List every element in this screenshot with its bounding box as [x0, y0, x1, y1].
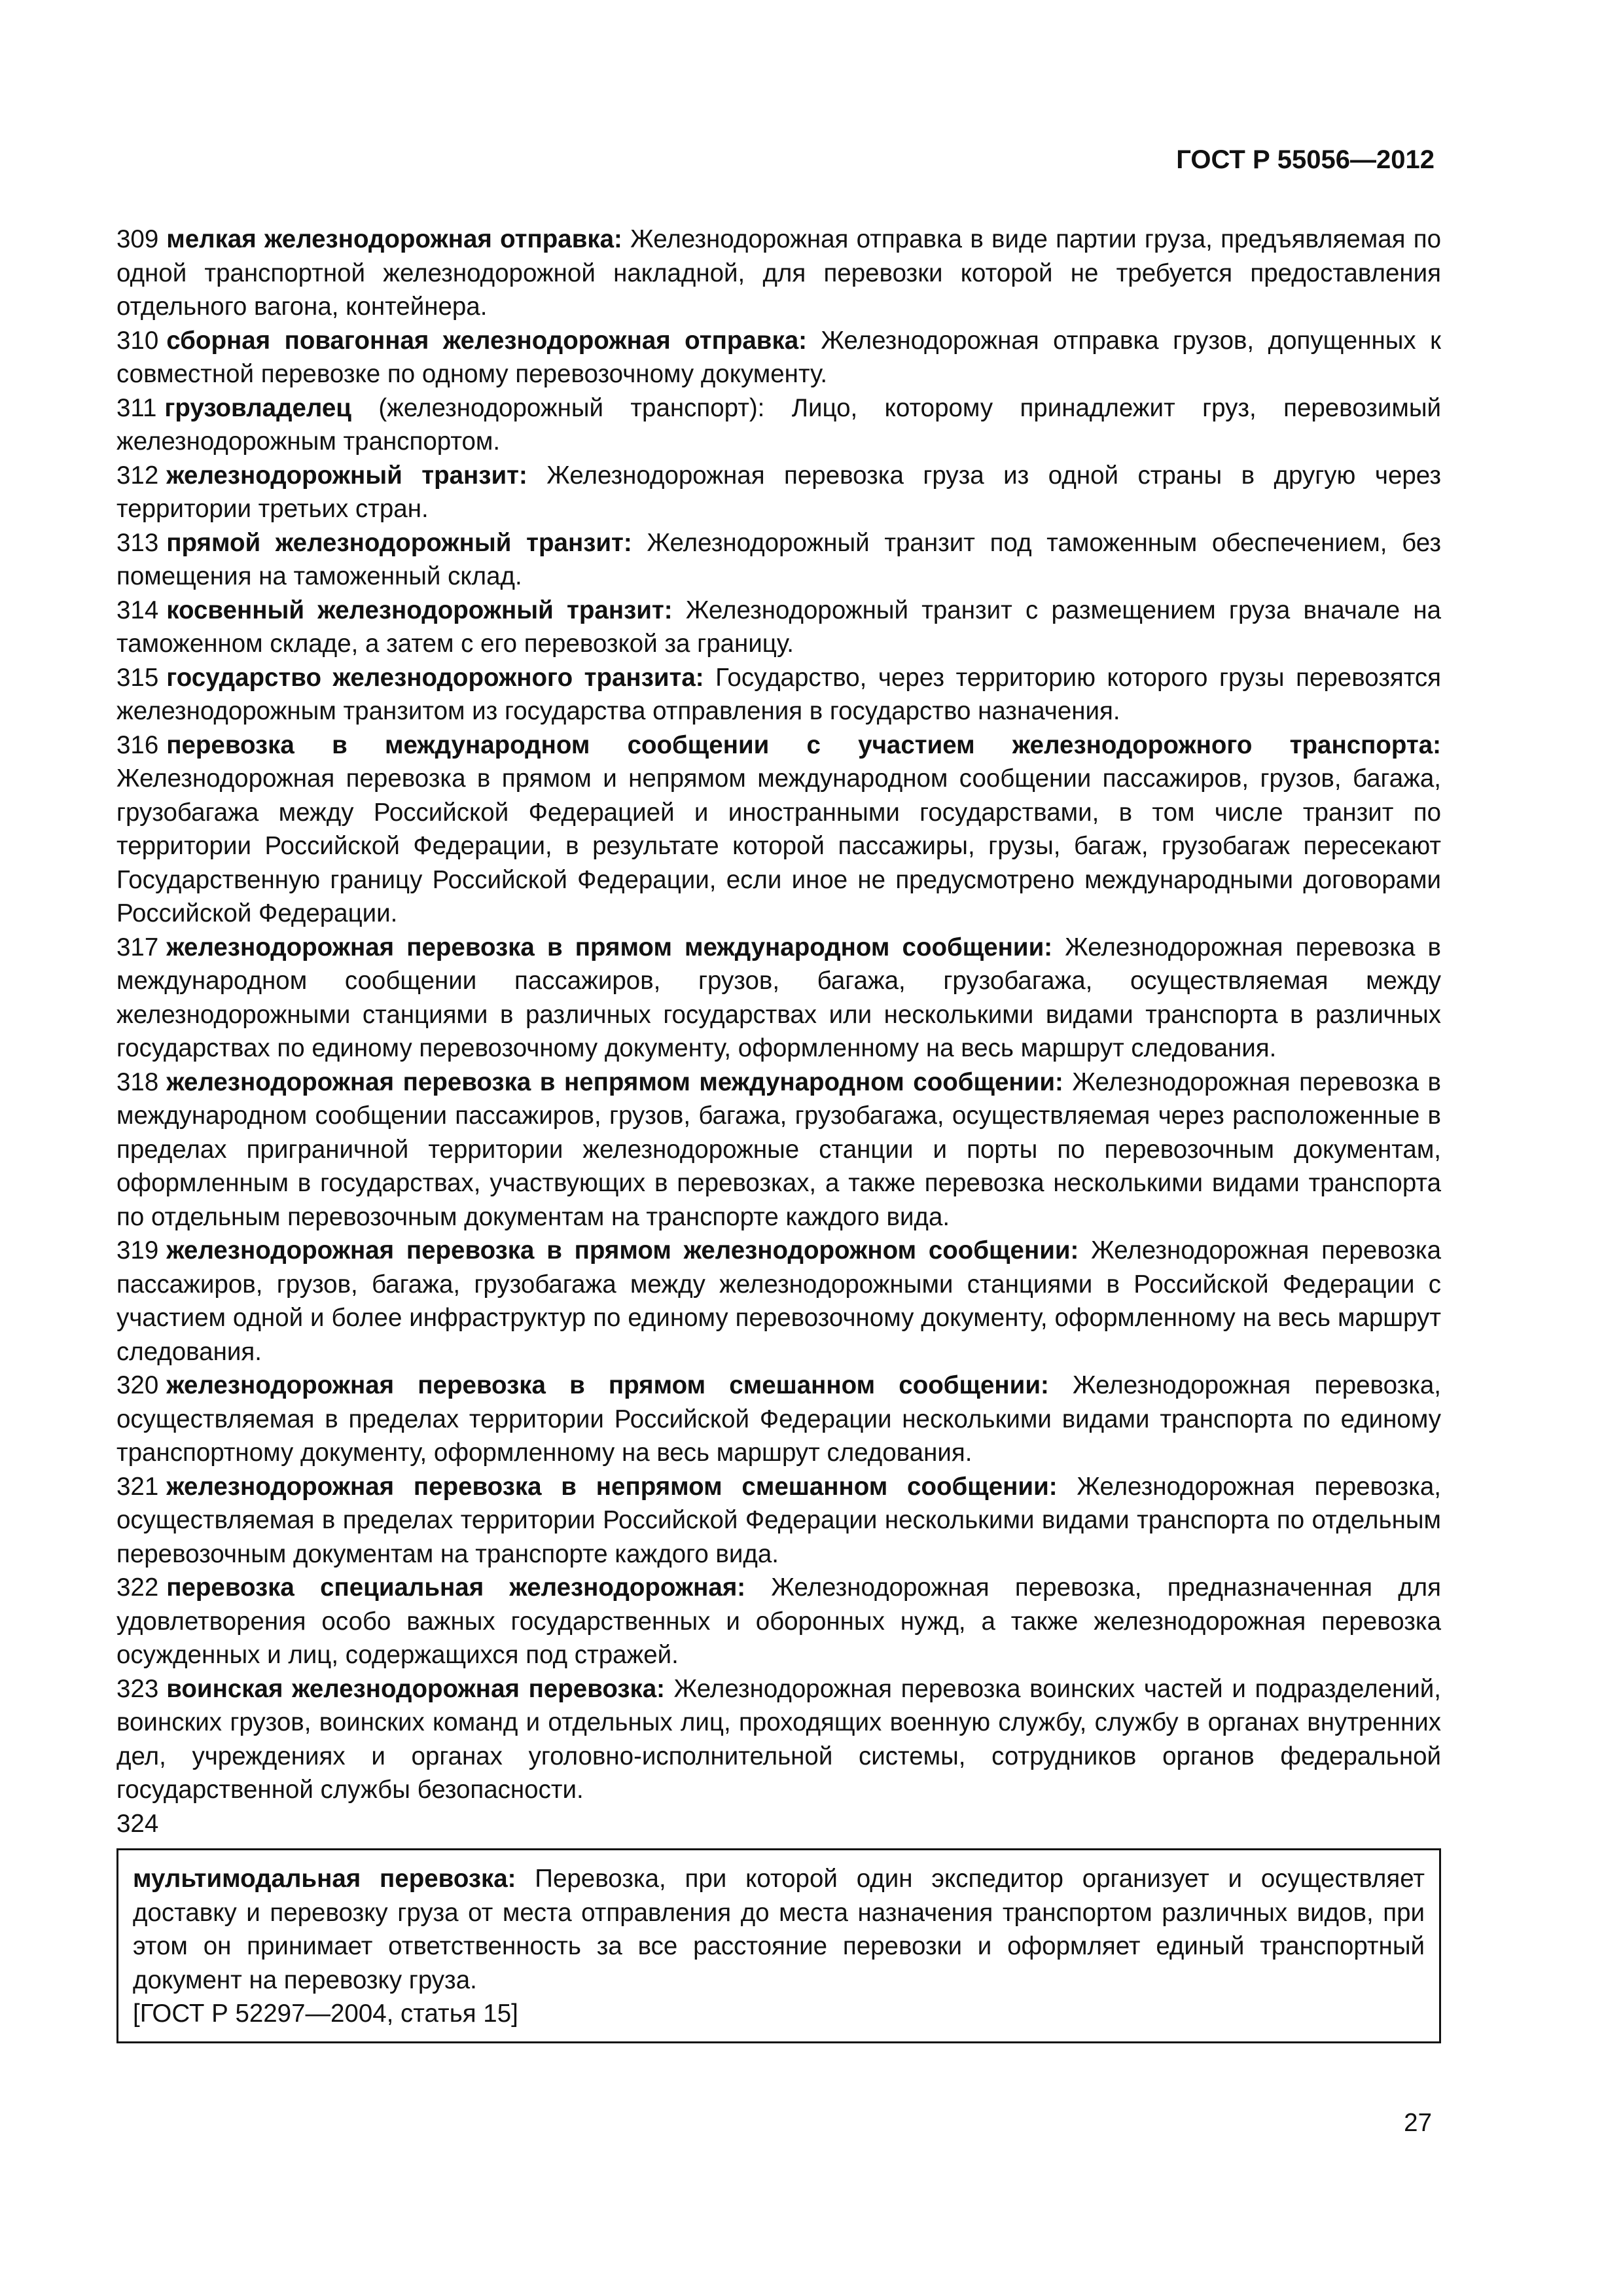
term-entry-319	[116, 1234, 1441, 1369]
entry-number: 323	[116, 1674, 159, 1703]
entry-term: железнодорожная перевозка в прямом международном сообщении:	[166, 933, 1053, 961]
entry-term: грузовладелец	[164, 393, 351, 422]
term-entry-322	[116, 1571, 1441, 1672]
term-entry-316	[116, 728, 1441, 931]
entry-term: прямой железнодорожный транзит:	[166, 528, 632, 557]
entry-term: железнодорожный транзит:	[166, 461, 527, 490]
entry-number: 318	[116, 1067, 159, 1096]
term-entry-311	[116, 391, 1441, 459]
entry-definition: Железнодорожная перевозка в прямом и непрямом международном сообщении пассажиров, грузов, багажа, грузобагажа между Российской Федерацией и иностранными государствами, в том числе транзит по территории Российской Федерации, в результате которой пассажиры, грузы, багаж, грузобагаж пересекают Государственную границу Российской Федерации, если иное не предусмотрено международными договорами Российской Федерации.	[116, 764, 1441, 927]
term-entry-323	[116, 1672, 1441, 1807]
entry-number: 321	[116, 1472, 159, 1501]
entry-number: 314	[116, 596, 159, 624]
definition-source: [ГОСТ Р 52297—2004, статья 15]	[133, 2000, 518, 2028]
entry-definition: Государство, через территорию которого грузы перевозятся железнодорожным транзитом из государства отправления в государство назначения.	[116, 663, 1441, 725]
entry-term: железнодорожная перевозка в прямом железнодорожном сообщении:	[166, 1236, 1079, 1265]
term-entry-312	[116, 459, 1441, 526]
entry-number: 315	[116, 663, 159, 692]
page-number: 27	[1404, 2109, 1432, 2137]
entry-definition: Железнодорожная перевозка в международном сообщении пассажиров, грузов, багажа, грузобагажа, осуществляемая между железнодорожными станциями в различных государствах или несколькими видами транспорта в различных государствах по единому перевозочному документу, оформленному на весь маршрут следования.	[116, 933, 1441, 1062]
entry-definition: Железнодорожный транзит под таможенным обеспечением, без помещения на таможенный склад.	[116, 528, 1441, 590]
term-entry-309	[116, 223, 1441, 324]
document-header: ГОСТ Р 55056—2012	[1176, 145, 1435, 174]
entry-term: железнодорожная перевозка в непрямом международном сообщении:	[166, 1067, 1063, 1096]
entry-term: мультимодальная перевозка:	[133, 1865, 516, 1893]
entry-definition: Железнодорожная перевозка воинских частей и подразделений, воинских грузов, воинских команд и отдельных лиц, проходящих военную службу, службу в органах внутренних дел, учреждениях и органах уголовно-исполнительной системы, сотрудников органов федеральной государственной службы безопасности.	[116, 1674, 1442, 1804]
entry-definition: Железнодорожная перевозка груза из одной страны в другую через территории третьих стран.	[116, 461, 1441, 523]
entry-term: государство железнодорожного транзита:	[166, 663, 704, 692]
term-entry-314	[116, 594, 1441, 661]
entry-definition: Железнодорожная перевозка пассажиров, грузов, багажа, грузобагажа между железнодорожными станциями в Российской Федерации с участием одной и более инфраструктур по единому перевозочному документу, оформленному на весь маршрут следования.	[116, 1236, 1441, 1366]
entry-definition: Перевозка, при которой один экспедитор организует и осуществляет доставку и перевозку груза от места отправления до места назначения транспортом различных видов, при этом он принимает ответственность за все расстояние перевозки и оформляет единый транспортный документ на перевозку груза.	[133, 1865, 1425, 1994]
entry-term: мелкая железнодорожная отправка:	[166, 225, 622, 253]
entry-number: 319	[116, 1236, 159, 1265]
entry-definition: Железнодорожная отправка грузов, допущенных к совместной перевозке по одному перевозочному документу.	[116, 326, 1441, 388]
entry-definition: Железнодорожная перевозка, осуществляемая в пределах территории Российской Федерации несколькими видами транспорта по единому транспортному документу, оформленному на весь маршрут следования.	[116, 1371, 1441, 1467]
term-entry-321	[116, 1470, 1441, 1571]
term-entry-313	[116, 526, 1441, 594]
entry-term: воинская железнодорожная перевозка:	[166, 1674, 666, 1703]
entry-number: 311	[116, 393, 157, 422]
entry-definition: Железнодорожная перевозка, предназначенная для удовлетворения особо важных государственных и оборонных нужд, а также железнодорожная перевозка осужденных и лиц, содержащихся под стражей.	[116, 1573, 1441, 1669]
term-entry-320	[116, 1369, 1441, 1470]
entry-term: железнодорожная перевозка в прямом смешанном сообщении:	[166, 1371, 1049, 1399]
entry-definition: Железнодорожный транзит с размещением груза вначале на таможенном складе, а затем с его перевозкой за границу.	[116, 596, 1442, 658]
entry-number: 316	[116, 730, 159, 759]
entry-term: косвенный железнодорожный транзит:	[166, 596, 673, 624]
entry-definition: Железнодорожная перевозка в международном сообщении пассажиров, грузов, багажа, грузобагажа, осуществляемая через расположенные в пределах приграничной территории железнодорожные станции и порты по перевозочным документам, оформленным в государствах, участвующих в перевозках, а также перевозка несколькими видами транспорта по отдельным перевозочным документам на транспорте каждого вида.	[116, 1067, 1441, 1231]
quoted-definition-box	[116, 1848, 1441, 2043]
term-entry-315	[116, 661, 1441, 728]
term-entry-318	[116, 1066, 1441, 1234]
entry-term: перевозка в международном сообщении с участием железнодорожного транспорта:	[166, 730, 1441, 759]
term-entry-317	[116, 931, 1441, 1066]
entry-term: железнодорожная перевозка в непрямом смешанном сообщении:	[166, 1472, 1058, 1501]
entry-definition: (железнодорожный транспорт): Лицо, которому принадлежит груз, перевозимый железнодорожным транспортом.	[116, 393, 1441, 456]
entry-term: сборная повагонная железнодорожная отправка:	[166, 326, 807, 355]
term-entry-324-number: 324	[116, 1809, 159, 1838]
entry-definition: Железнодорожная перевозка, осуществляемая в пределах территории Российской Федерации несколькими видами транспорта по отдельным перевозочным документам на транспорте каждого вида.	[116, 1472, 1441, 1568]
entry-number: 310	[116, 326, 159, 355]
entry-definition: Железнодорожная отправка в виде партии груза, предъявляемая по одной транспортной железнодорожной накладной, для перевозки которой не требуется предоставления отдельного вагона, контейнера.	[116, 225, 1441, 321]
term-entry-310	[116, 324, 1441, 391]
entry-number: 312	[116, 461, 159, 490]
entry-number: 313	[116, 528, 159, 557]
terms-list	[116, 223, 1441, 2043]
quoted-definition	[133, 1862, 1425, 1997]
entry-number: 322	[116, 1573, 159, 1602]
entry-number: 317	[116, 933, 159, 961]
entry-term: перевозка специальная железнодорожная:	[166, 1573, 746, 1602]
entry-number: 320	[116, 1371, 159, 1399]
entry-number: 309	[116, 225, 159, 253]
